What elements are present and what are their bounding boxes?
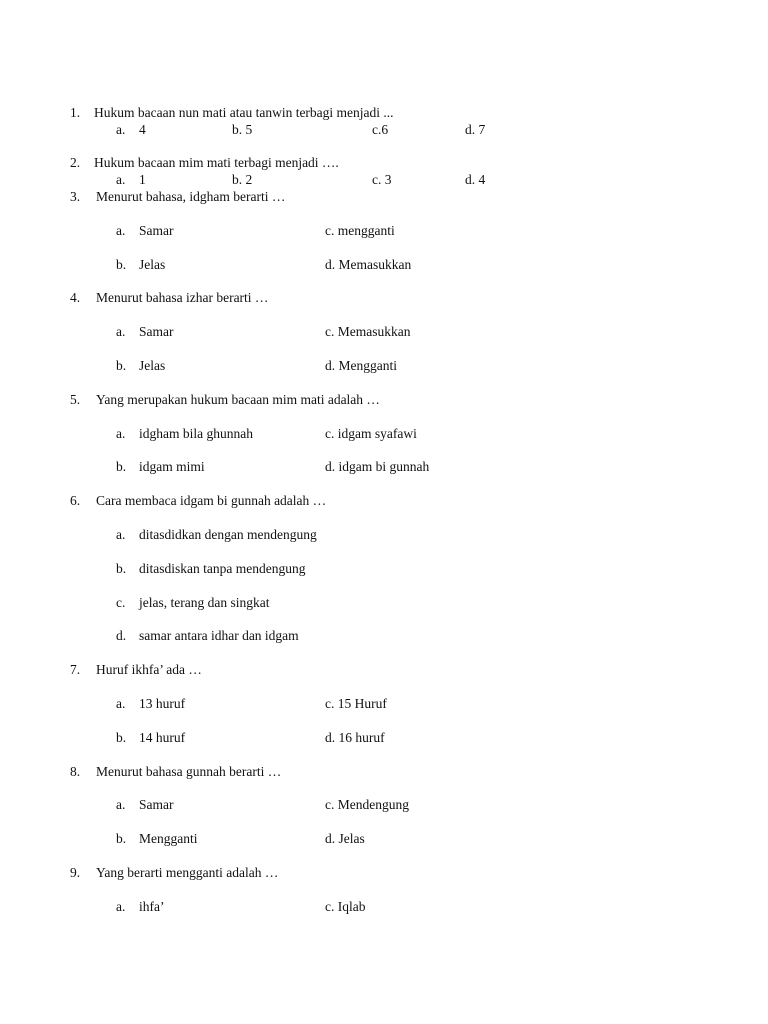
question-number: 6.: [70, 493, 81, 508]
option-text: Samar: [139, 324, 174, 339]
option-label: a.: [116, 122, 126, 137]
option-text: d. Memasukkan: [325, 257, 412, 272]
question-text: Menurut bahasa izhar berarti …: [96, 290, 269, 305]
question-text: Huruf ikhfa’ ada …: [96, 662, 202, 677]
question-number: 9.: [70, 865, 81, 880]
option-text: samar antara idhar dan idgam: [139, 628, 299, 643]
question-number: 3.: [70, 189, 81, 204]
option-label: b.: [116, 358, 127, 373]
option-text: 14 huruf: [139, 730, 186, 745]
question-number: 5.: [70, 392, 81, 407]
option-text: c. Iqlab: [325, 899, 366, 914]
option-text: d. 4: [465, 172, 486, 187]
option-text: c. 3: [372, 172, 392, 187]
option-text: c. Memasukkan: [325, 324, 411, 339]
question-text: Hukum bacaan nun mati atau tanwin terbagi menjadi ...: [94, 105, 394, 120]
option-text: Jelas: [139, 358, 166, 373]
option-text: Samar: [139, 797, 174, 812]
question-text: Yang merupakan hukum bacaan mim mati adalah …: [96, 392, 380, 407]
option-label: a.: [116, 899, 126, 914]
option-label: b.: [116, 831, 127, 846]
option-label: b.: [116, 459, 127, 474]
option-text: d. Jelas: [325, 831, 365, 846]
option-label: d.: [116, 628, 127, 643]
option-label: b.: [116, 561, 127, 576]
option-text: 13 huruf: [139, 696, 186, 711]
option-text: idgam mimi: [139, 459, 205, 474]
option-text: d. Mengganti: [325, 358, 397, 373]
question-number: 4.: [70, 290, 81, 305]
option-label: c.: [116, 595, 126, 610]
option-text: jelas, terang dan singkat: [139, 595, 270, 610]
option-text: Jelas: [139, 257, 166, 272]
option-label: a.: [116, 696, 126, 711]
question-text: Cara membaca idgam bi gunnah adalah …: [96, 493, 327, 508]
option-text: c. 15 Huruf: [325, 696, 387, 711]
question-text: Yang berarti mengganti adalah …: [96, 865, 279, 880]
option-text: 1: [139, 172, 146, 187]
option-label: a.: [116, 223, 126, 238]
question-text: Menurut bahasa gunnah berarti …: [96, 764, 282, 779]
question-number: 2.: [70, 155, 81, 170]
option-text: d. 16 huruf: [325, 730, 385, 745]
option-text: ditasdidkan dengan mendengung: [139, 527, 317, 542]
option-label: a.: [116, 324, 126, 339]
option-label: b.: [116, 730, 127, 745]
option-text: d. idgam bi gunnah: [325, 459, 430, 474]
option-label: a.: [116, 172, 126, 187]
option-label: a.: [116, 797, 126, 812]
option-text: ihfa’: [139, 899, 165, 914]
option-text: b. 2: [232, 172, 253, 187]
option-text: ditasdiskan tanpa mendengung: [139, 561, 306, 576]
option-text: c. mengganti: [325, 223, 395, 238]
question-text: Menurut bahasa, idgham berarti …: [96, 189, 286, 204]
option-label: a.: [116, 527, 126, 542]
option-text: d. 7: [465, 122, 486, 137]
option-text: c. idgam syafawi: [325, 426, 417, 441]
question-number: 1.: [70, 105, 81, 120]
option-text: Samar: [139, 223, 174, 238]
option-label: a.: [116, 426, 126, 441]
option-text: b. 5: [232, 122, 253, 137]
question-number: 7.: [70, 662, 81, 677]
option-text: Mengganti: [139, 831, 198, 846]
question-number: 8.: [70, 764, 81, 779]
option-text: idgham bila ghunnah: [139, 426, 253, 441]
option-label: b.: [116, 257, 127, 272]
question-text: Hukum bacaan mim mati terbagi menjadi ….: [94, 155, 339, 170]
option-text: 4: [139, 122, 146, 137]
option-text: c. Mendengung: [325, 797, 409, 812]
option-text: c.6: [372, 122, 389, 137]
